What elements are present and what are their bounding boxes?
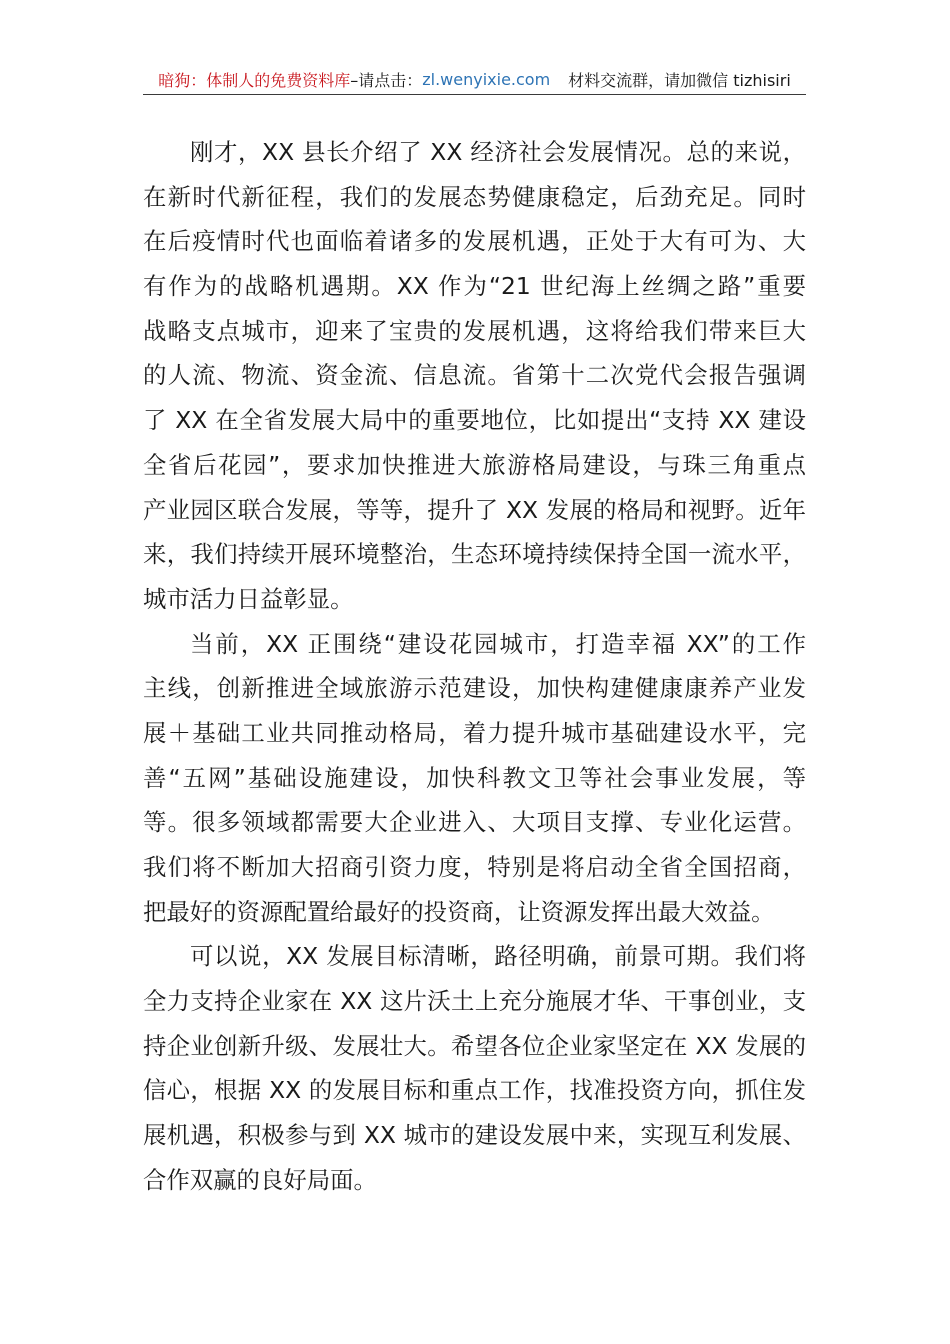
text-line: 来，我们持续开展环境整治，生态环境持续保持全国一流水平，: [143, 540, 806, 569]
page-header: [143, 64, 806, 95]
text-line: 战略支点城市，迎来了宝贵的发展机遇，这将给我们带来巨大: [143, 316, 806, 345]
text-line: 了 XX 在全省发展大局中的重要地位，比如提出“支持 XX 建设: [143, 406, 806, 435]
text-line: 有作为的战略机遇期。XX 作为“21 世纪海上丝绸之路”重要: [143, 272, 806, 301]
header-click-prompt: –请点击：: [350, 70, 423, 90]
text-line: 展＋基础工业共同推动格局，着力提升城市基础建设水平，完: [143, 718, 806, 747]
text-line: 产业园区联合发展，等等，提升了 XX 发展的格局和视野。近年: [143, 495, 806, 524]
text-line: 合作双赢的良好局面。: [143, 1165, 377, 1194]
text-line: 的人流、物流、资金流、信息流。省第十二次党代会报告强调: [143, 361, 806, 390]
text-line: 全力支持企业家在 XX 这片沃土上充分施展才华、干事创业，支: [143, 987, 806, 1016]
text-line: 城市活力日益彰显。: [143, 584, 354, 613]
text-line: 全省后花园”，要求加快推进大旅游格局建设，与珠三角重点: [143, 450, 806, 479]
paragraph-2: [143, 622, 806, 935]
text-line: 善“五网”基础设施建设，加快科教文卫等社会事业发展，等: [143, 763, 806, 792]
text-line: 信心，根据 XX 的发展目标和重点工作，找准投资方向，抓住发: [143, 1076, 806, 1105]
text-line: 在新时代新征程，我们的发展态势健康稳定，后劲充足。同时: [143, 182, 806, 211]
text-line: 等。很多领域都需要大企业进入、大项目支撑、专业化运营。: [143, 808, 806, 837]
text-line: 把最好的资源配置给最好的投资商，让资源发挥出最大效益。: [143, 897, 775, 926]
paragraph-3: [143, 934, 806, 1202]
text-line: 我们将不断加大招商引资力度，特别是将启动全省全国招商，: [143, 853, 806, 881]
document-body: [143, 130, 806, 1203]
text-line: 持企业创新升级、发展壮大。希望各位企业家坚定在 XX 发展的: [143, 1031, 806, 1060]
header-site-name: 暗狗：体制人的免费资料库: [158, 70, 351, 90]
text-line: 当前，XX 正围绕“建设花园城市，打造幸福 XX”的工作: [190, 629, 806, 658]
paragraph-1: [143, 130, 806, 622]
header-url-link[interactable]: zl.wenyixie.com: [422, 69, 551, 89]
text-line: 主线，创新推进全域旅游示范建设，加快构建健康康养产业发: [143, 674, 806, 703]
header-group-note: 材料交流群，请加微信 tizhisiri: [568, 70, 791, 90]
text-line: 展机遇，积极参与到 XX 城市的建设发展中来，实现互利发展、: [143, 1121, 806, 1150]
text-line: 刚才，XX 县长介绍了 XX 经济社会发展情况。总的来说，: [190, 138, 806, 166]
text-line: 可以说，XX 发展目标清晰，路径明确，前景可期。我们将: [190, 942, 806, 971]
text-line: 在后疫情时代也面临着诸多的发展机遇，正处于大有可为、大: [143, 227, 806, 256]
